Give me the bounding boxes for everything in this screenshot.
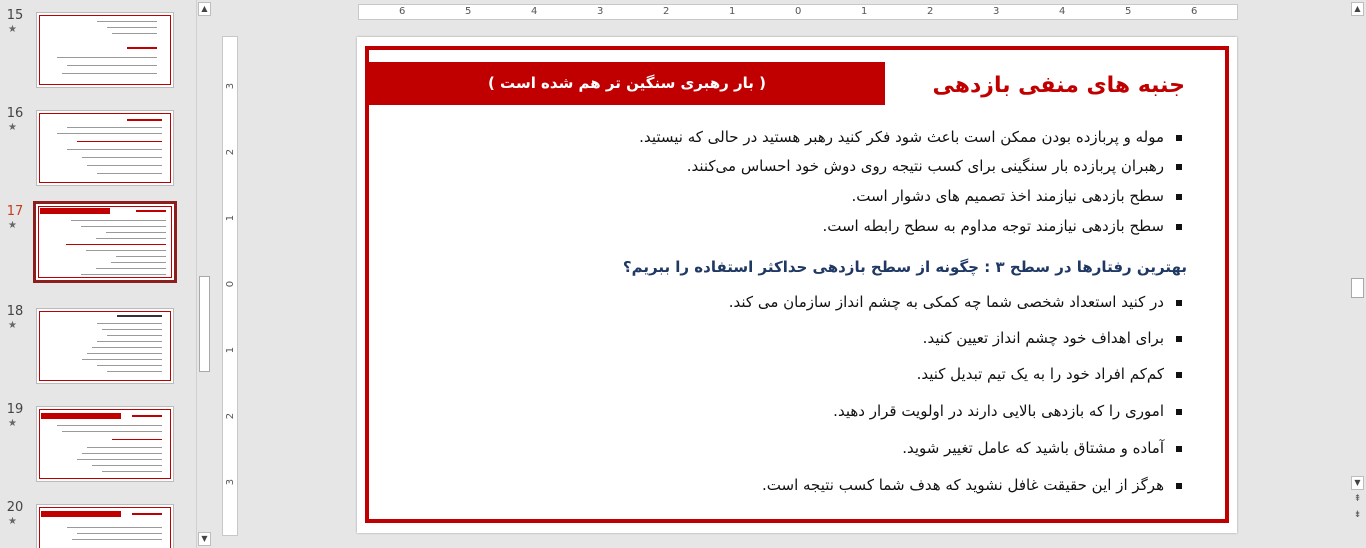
ruler-number: 3 — [993, 6, 1000, 17]
ruler-number: 6 — [1191, 6, 1198, 17]
ruler-number: 0 — [795, 6, 802, 17]
bullet-text: اموری را که بازدهی بالایی دارند در اولویت قرار دهید. — [833, 402, 1164, 420]
bullet-icon — [1176, 372, 1182, 378]
bullet-icon — [1176, 164, 1182, 170]
bullet-item[interactable] — [851, 187, 1182, 205]
ruler-number: 3 — [225, 478, 236, 486]
bullet-icon — [1176, 194, 1182, 200]
star-icon: ★ — [8, 516, 17, 527]
next-slide-icon[interactable]: ⇟ — [1353, 510, 1362, 520]
slide-title[interactable]: جنبه های منفی بازدهی — [932, 73, 1185, 98]
scroll-up-arrow-icon[interactable]: ▲ — [1351, 2, 1364, 16]
bullet-text: در کنید استعداد شخصی شما چه کمکی به چشم انداز سازمان می کند. — [728, 293, 1164, 311]
star-icon: ★ — [8, 418, 17, 429]
bullet-item[interactable] — [902, 439, 1182, 457]
thumbnail-preview-selected[interactable] — [33, 201, 177, 283]
ruler-number: 4 — [531, 6, 538, 17]
thumbnail-slide-17[interactable] — [0, 204, 196, 284]
bullet-text: موله و پربازده بودن ممکن است باعث شود فکر کنید رهبر هستید در حالی که نیستید. — [639, 128, 1164, 146]
slide-canvas[interactable] — [357, 37, 1237, 533]
bullet-item[interactable] — [923, 329, 1182, 347]
ruler-number: 5 — [465, 6, 472, 17]
editor-vertical-scrollbar[interactable] — [1349, 0, 1366, 548]
bullet-item[interactable] — [822, 217, 1182, 235]
bullet-icon — [1176, 409, 1182, 415]
ruler-number: 4 — [1059, 6, 1066, 17]
star-icon: ★ — [8, 122, 17, 133]
ruler-number: 2 — [225, 148, 236, 156]
thumbnail-preview[interactable] — [36, 504, 174, 548]
thumbnail-preview[interactable] — [36, 406, 174, 482]
bullet-text: کم‌کم افراد خود را به یک تیم تبدیل کنید. — [916, 365, 1164, 383]
star-icon: ★ — [8, 24, 17, 35]
ruler-number: 1 — [225, 346, 236, 354]
ruler-number: 3 — [225, 82, 236, 90]
ruler-number: 3 — [597, 6, 604, 17]
ruler-number: 2 — [663, 6, 670, 17]
slide-number: 15 — [6, 8, 24, 23]
thumbnail-slide-20[interactable] — [0, 500, 196, 548]
thumbnail-preview[interactable] — [36, 12, 174, 88]
ruler-number: 6 — [399, 6, 406, 17]
thumbnail-slide-16[interactable] — [0, 106, 196, 186]
thumbnail-slide-19[interactable] — [0, 402, 196, 482]
ruler-number: 0 — [225, 280, 236, 288]
bullet-icon — [1176, 483, 1182, 489]
ruler-number: 1 — [729, 6, 736, 17]
bullet-icon — [1176, 336, 1182, 342]
bullet-text: هرگز از این حقیقت غافل نشوید که هدف شما کسب نتیجه است. — [762, 476, 1164, 494]
bullet-item[interactable] — [833, 402, 1182, 420]
slide-number: 17 — [6, 204, 24, 219]
bullet-text: آماده و مشتاق باشید که عامل تغییر شوید. — [902, 439, 1164, 457]
thumbnail-panel-scrollbar[interactable] — [196, 0, 212, 548]
bullet-item[interactable] — [687, 157, 1182, 175]
scroll-down-arrow-icon[interactable]: ▼ — [1351, 476, 1364, 490]
scrollbar-thumb[interactable] — [199, 276, 210, 372]
slide-number: 20 — [6, 500, 24, 515]
bullet-text: سطح بازدهی نیازمند اخذ تصمیم های دشوار است. — [851, 187, 1164, 205]
bullet-text: سطح بازدهی نیازمند توجه مداوم به سطح رابطه است. — [822, 217, 1164, 235]
ruler-number: 1 — [225, 214, 236, 222]
bullet-item[interactable] — [729, 293, 1182, 311]
thumbnail-slide-15[interactable] — [0, 8, 196, 88]
bullet-icon — [1176, 300, 1182, 306]
bullet-item[interactable] — [639, 128, 1182, 146]
thumbnail-preview[interactable] — [36, 110, 174, 186]
horizontal-ruler — [358, 4, 1238, 20]
ruler-number: 1 — [861, 6, 868, 17]
ruler-number: 2 — [225, 412, 236, 420]
star-icon: ★ — [8, 320, 17, 331]
bullet-text: رهبران پربازده بار سنگینی برای کسب نتیجه روی دوش خود احساس می‌کنند. — [686, 157, 1164, 175]
scroll-up-arrow-icon[interactable]: ▲ — [198, 2, 211, 16]
vertical-ruler — [222, 36, 238, 536]
bullet-item[interactable] — [762, 476, 1182, 494]
scrollbar-thumb[interactable] — [1351, 278, 1364, 298]
bullet-icon — [1176, 224, 1182, 230]
ruler-number: 2 — [927, 6, 934, 17]
bullet-icon — [1176, 135, 1182, 141]
ruler-number: 5 — [1125, 6, 1132, 17]
slide-number: 19 — [6, 402, 24, 417]
star-icon: ★ — [8, 220, 17, 231]
slide-number: 16 — [6, 106, 24, 121]
bullet-icon — [1176, 446, 1182, 452]
slide-banner[interactable]: ( بار رهبری سنگین تر هم شده است ) — [369, 62, 885, 105]
previous-slide-icon[interactable]: ⇞ — [1353, 494, 1362, 504]
slide-thumbnail-panel — [0, 0, 196, 548]
section-heading[interactable]: بهترین رفتارها در سطح ۳ : چگونه از سطح بازدهی حداکثر استفاده را ببریم؟ — [622, 258, 1187, 276]
scroll-down-arrow-icon[interactable]: ▼ — [198, 532, 211, 546]
thumbnail-preview[interactable] — [36, 308, 174, 384]
bullet-text: برای اهداف خود چشم انداز تعیین کنید. — [922, 329, 1164, 347]
slide-number: 18 — [6, 304, 24, 319]
bullet-item[interactable] — [917, 365, 1182, 383]
thumbnail-slide-18[interactable] — [0, 304, 196, 384]
